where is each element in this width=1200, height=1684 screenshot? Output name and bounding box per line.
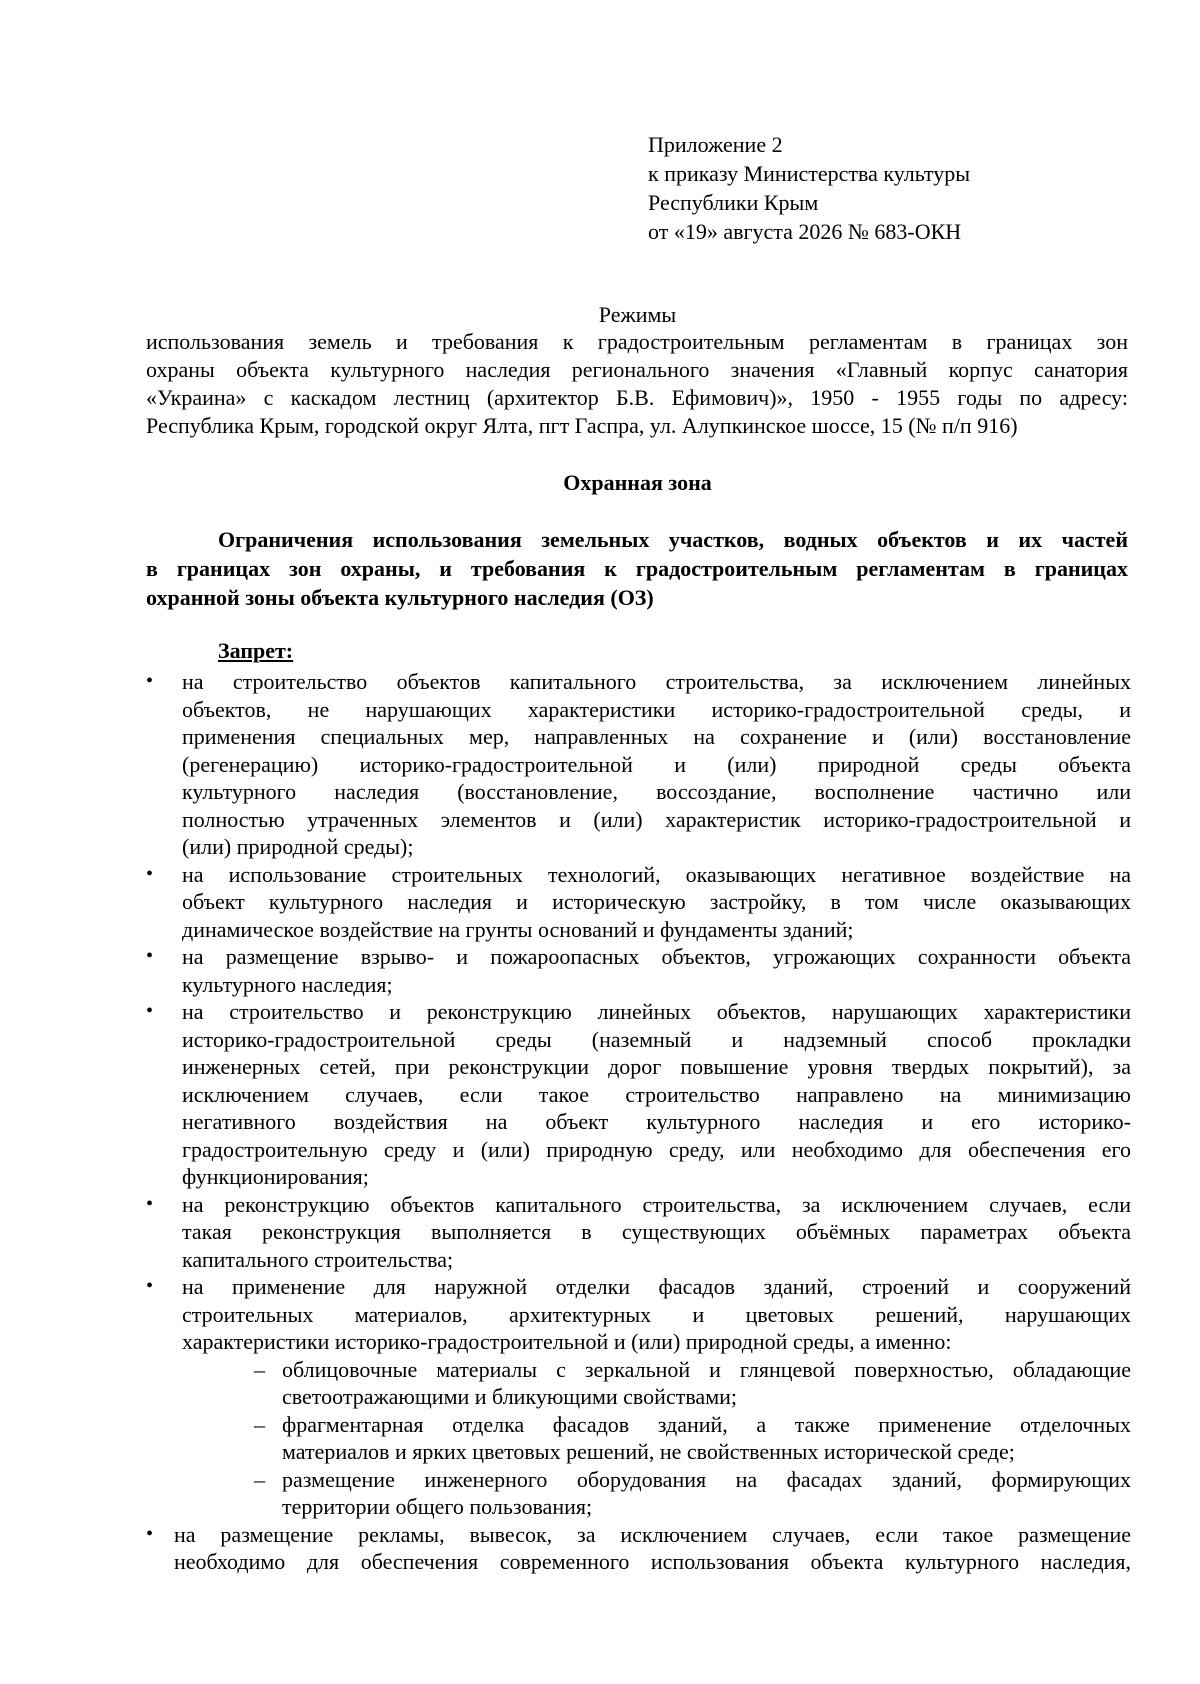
list-item-line: капитального строительства; [182,1246,454,1272]
bullet-icon: • [146,862,154,885]
list-item-line: исключением случаев, если такое строительство направлено на минимизацию [182,1081,1131,1107]
sub-item-line: облицовочные материалы с зеркальной и глянцевой поверхностью, обладающие [282,1356,1131,1382]
ban-list-item [146,1521,1131,1576]
ban-list-item [146,1273,1131,1521]
list-item-line: на использование строительных технологий, оказывающих негативное воздействие на [182,861,1131,887]
list-item-line: объектов, не нарушающих характеристики историко-градостроительной среды, и [182,696,1131,722]
sub-item-line: фрагментарная отделка фасадов зданий, а также применение отделочных [282,1411,1131,1437]
sub-item-line: светоотражающими и бликующими свойствами; [282,1384,737,1409]
ban-label: Запрет: [218,638,294,663]
ban-sub-item [182,1411,1131,1466]
bullet-icon: • [146,1192,154,1215]
list-item-line: на размещение рекламы, вывесок, за исключением случаев, если такое размещение [174,1521,1131,1547]
dash-icon: – [254,1466,265,1492]
appendix-line: Республики Крым [648,190,819,215]
list-item-line: культурного наследия; [182,971,393,997]
list-item-line: на размещение взрыво- и пожароопасных объектов, угрожающих сохранности объекта [182,944,1131,969]
list-item-line: на строительство объектов капитального строительства, за исключением линейных [182,669,1131,694]
dash-icon: – [254,1411,265,1437]
list-item-line: градостроительную среду и (или) природную среду, или необходимо для обеспечения его [182,1136,1131,1162]
list-item-line: инженерных сетей, при реконструкции дорог повышение уровня твердых покрытий), за [182,1054,1131,1079]
ban-list-item [146,1191,1131,1274]
subtitle-line: охраны объекта культурного наследия регионального значения «Главный корпус санатория [146,357,1128,382]
restrictions-heading [146,525,1128,612]
subtitle-line: использования земель и требования к градостроительным регламентам в границах зон [146,329,1128,354]
list-item-line: объект культурного наследия и историческую застройку, в том числе оказывающих [182,889,1131,914]
list-item-line: на реконструкцию объектов капитального строительства, за исключением случаев, если [182,1191,1131,1217]
sub-item-line: материалов и ярких цветовых решений, не свойственных исторической среде; [282,1439,1015,1464]
list-item-line: историко-градостроительной среды (наземный и надземный способ прокладки [182,1026,1131,1052]
restrictions-line: Ограничения использования земельных участков, водных объектов и их частей [218,527,1128,552]
ban-sub-item [182,1356,1131,1411]
bullet-icon: • [146,945,154,967]
bullet-icon: • [146,1000,154,1022]
subtitle-line: «Украина» с каскадом лестниц (архитектор Б.В. Ефимович)», 1950 - 1955 годы по адресу: [146,385,1128,410]
bullet-icon: • [146,670,154,692]
restrictions-line: охранной зоны объекта культурного наследия (ОЗ) [146,585,654,610]
ban-list [146,668,1131,1576]
bullet-icon: • [146,1522,154,1545]
list-item-line: на строительство и реконструкцию линейных объектов, нарушающих характеристики [182,999,1131,1024]
list-item-line: характеристики историко-градостроительной и (или) природной среды, а именно: [182,1329,952,1354]
ban-list-item [146,668,1131,861]
document-title: Режимы [598,302,677,327]
ban-list-item [146,861,1131,944]
appendix-line: Приложение 2 [648,132,783,157]
sub-item-line: размещение инженерного оборудования на фасадах зданий, формирующих [282,1466,1131,1492]
list-item-line: культурного наследия (восстановление, воссоздание, восполнение частично или [182,779,1131,804]
list-item-line: негативного воздействия на объект культурного наследия и его историко- [182,1109,1131,1134]
list-item-line: такая реконструкция выполняется в существующих объёмных параметрах объекта [182,1219,1131,1244]
list-item-line: необходимо для обеспечения современного использования объекта культурного наследия, [174,1549,1131,1574]
ban-sub-item [182,1466,1131,1521]
restrictions-line: в границах зон охраны, и требования к градостроительным регламентам в границах [146,556,1128,581]
list-item-line: динамическое воздействие на грунты оснований и фундаменты зданий; [182,916,854,942]
bullet-icon: • [146,1275,154,1297]
list-item-line: (регенерацию) историко-градостроительной и (или) природной среды объекта [182,751,1131,777]
document-subtitle [146,327,1128,439]
appendix-line: к приказу Министерства культуры [648,161,971,186]
appendix-block [648,130,970,246]
list-item-line: полностью утраченных элементов и (или) характеристик историко-градостроительной и [182,806,1131,832]
sub-item-line: территории общего пользования; [282,1494,593,1519]
list-item-line: функционирования; [182,1164,369,1189]
list-item-line: (или) природной среды); [182,834,414,859]
ban-list-item [146,998,1131,1191]
list-item-line: строительных материалов, архитектурных и цветовых решений, нарушающих [182,1301,1131,1327]
subtitle-line: Республика Крым, городской округ Ялта, пгт Гаспра, ул. Алупкинское шоссе, 15 (№ п/п 916) [146,413,1018,438]
zone-heading: Охранная зона [563,470,712,495]
appendix-line: от «19» августа 2026 № 683-ОКН [648,219,962,244]
list-item-line: на применение для наружной отделки фасадов зданий, строений и сооружений [182,1274,1131,1299]
ban-list-item [146,943,1131,998]
dash-icon: – [254,1356,265,1382]
list-item-line: применения специальных мер, направленных на сохранение и (или) восстановление [182,724,1131,749]
